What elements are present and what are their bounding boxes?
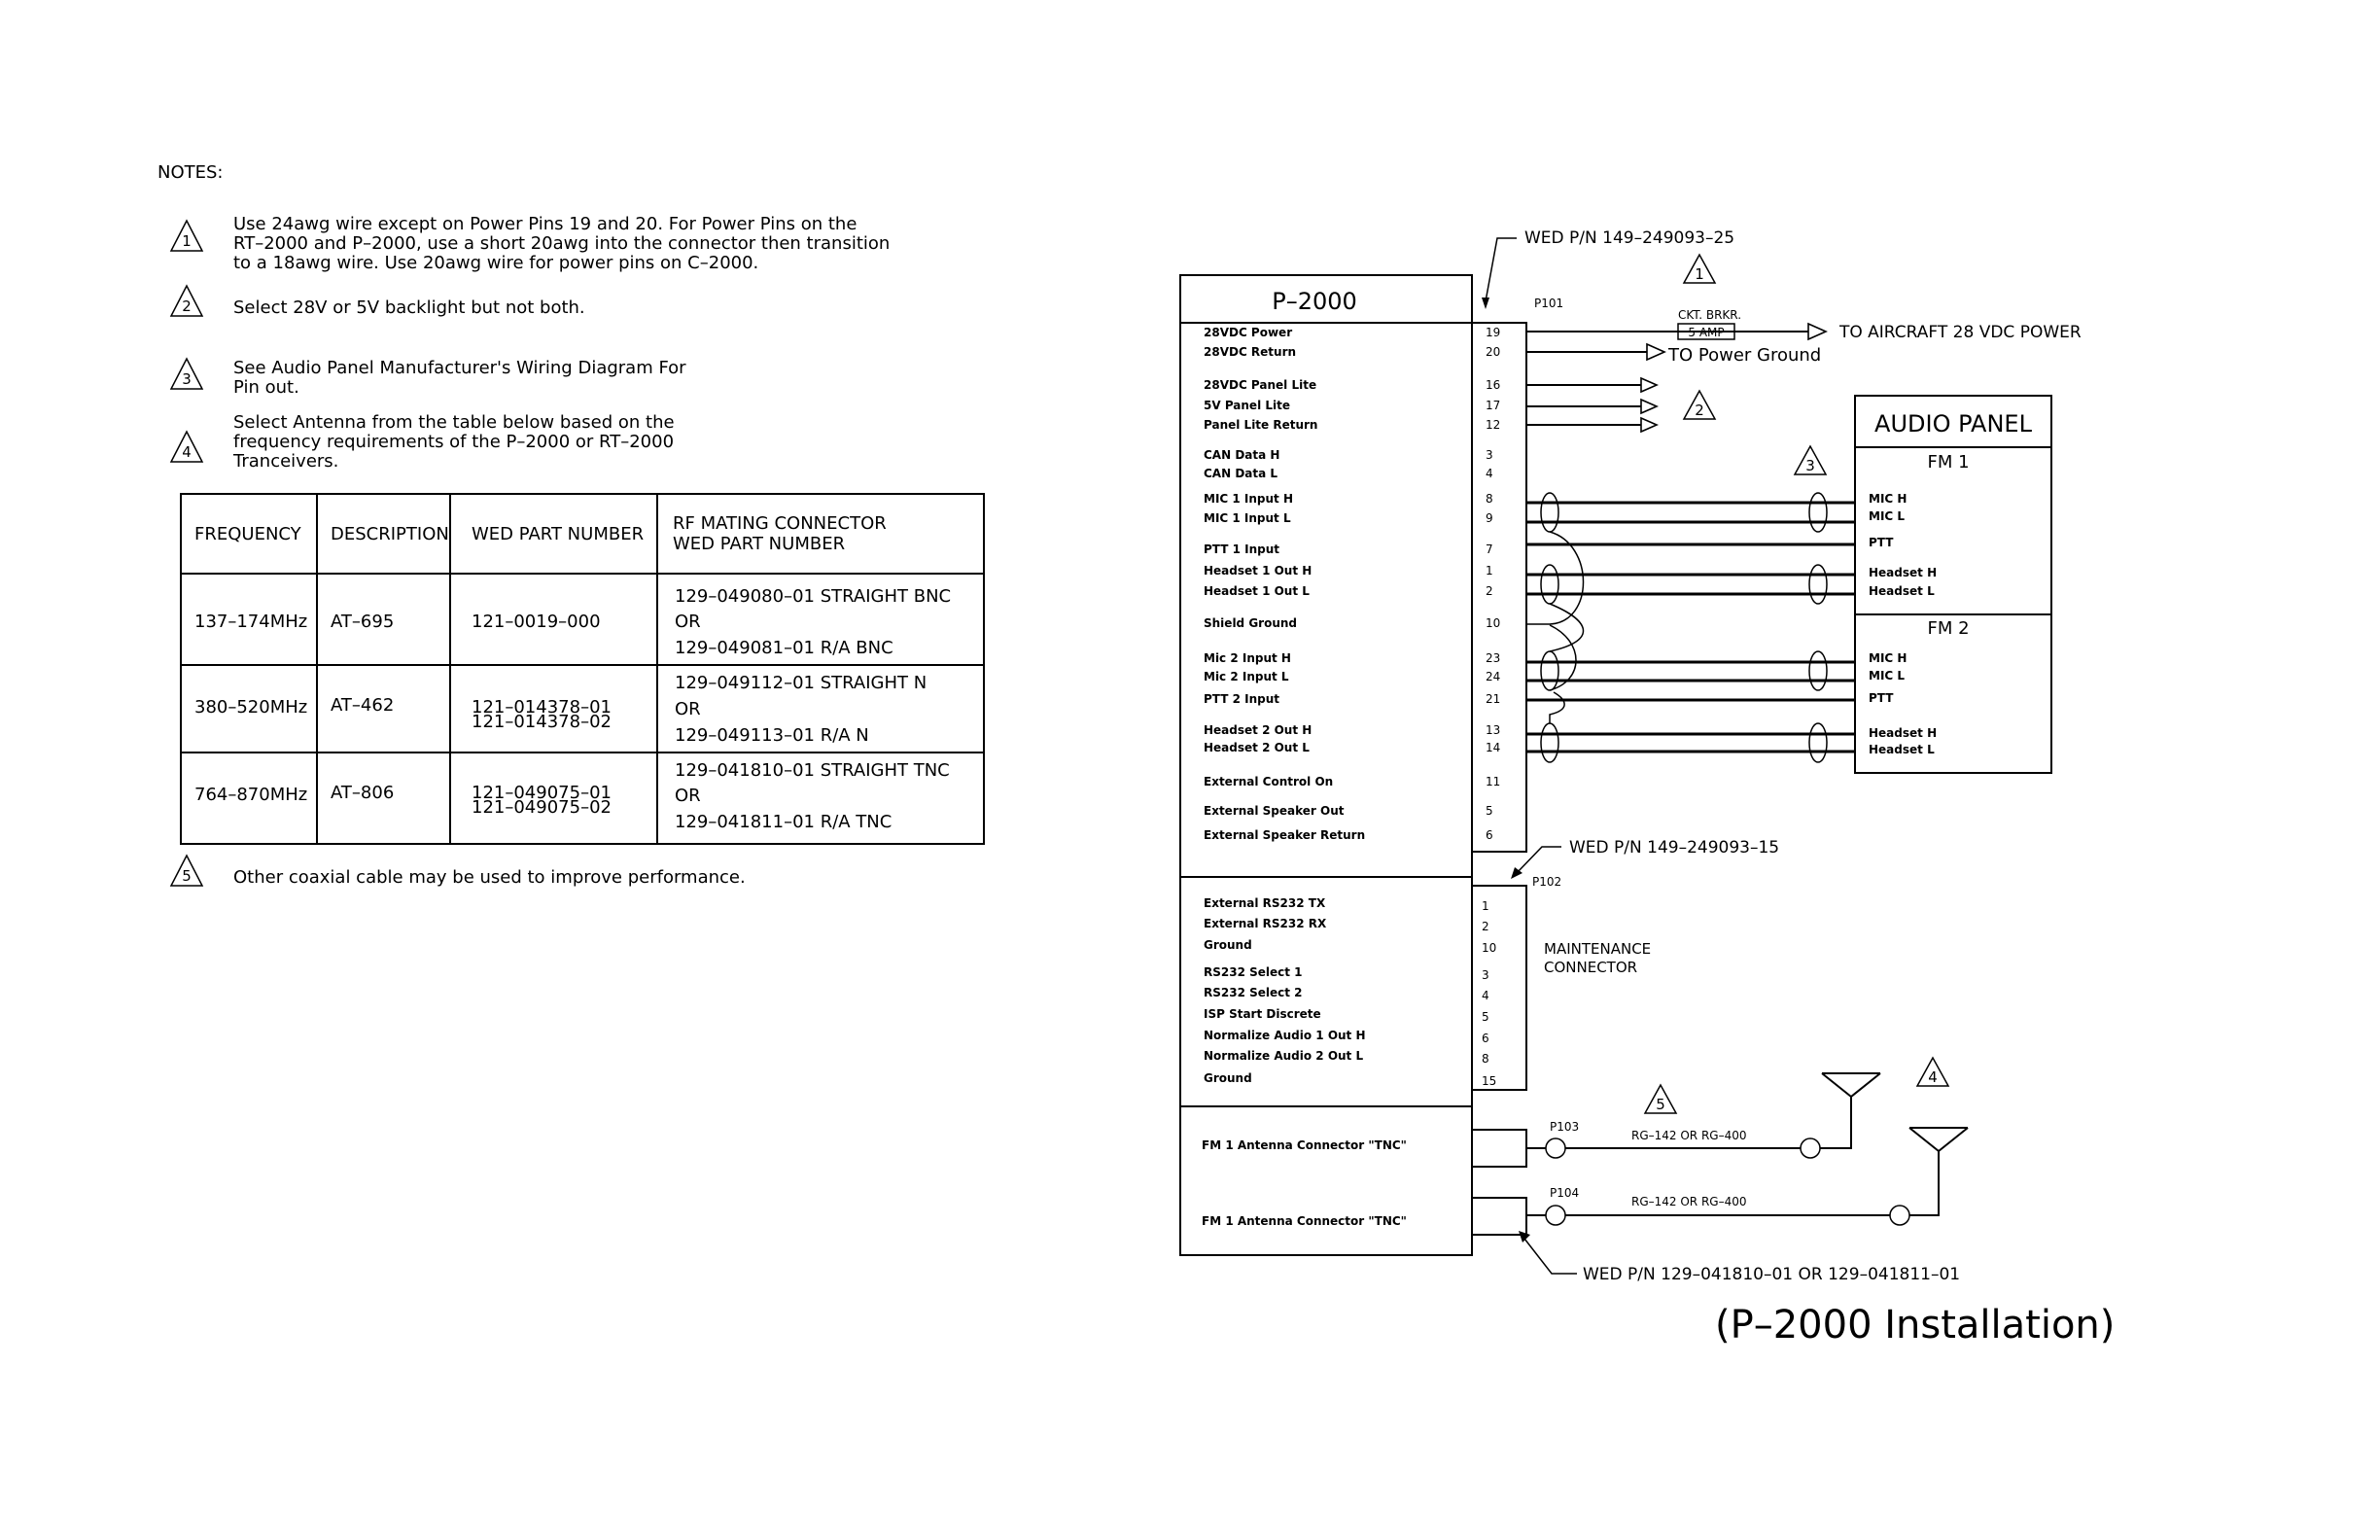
note-ref-4: 4 — [1928, 1068, 1938, 1086]
table-row — [194, 673, 927, 746]
p102-pin-number: 10 — [1482, 941, 1497, 955]
row-1-part: 121–0019–000 — [472, 612, 601, 632]
ground-arrow-icon — [1647, 344, 1664, 360]
notes-heading: NOTES: — [158, 162, 224, 183]
p101-label: P101 — [1534, 297, 1564, 310]
p101-pin-number: 4 — [1486, 467, 1493, 480]
p101-pin-number: 12 — [1486, 418, 1501, 432]
p102-pin-number: 4 — [1482, 989, 1489, 1002]
row-1-rf-or: OR — [675, 612, 701, 632]
p101-pin-label: Headset 1 Out L — [1204, 584, 1310, 598]
shield-ring — [1809, 651, 1827, 690]
note-4-line-1: Select Antenna from the table below based on the — [233, 412, 675, 433]
p104-plug — [1546, 1206, 1565, 1225]
note-3-line-1: See Audio Panel Manufacturer's Wiring Diagram For — [233, 358, 686, 378]
note-1-line-1: Use 24awg wire except on Power Pins 19 and 20. For Power Pins on the — [233, 214, 858, 234]
row-1-description: AT–695 — [331, 612, 395, 632]
p103-label: P103 — [1550, 1120, 1580, 1134]
row-2-description: AT–462 — [331, 695, 395, 716]
mating-leader — [1524, 1239, 1577, 1274]
p101-pin-label: Headset 2 Out H — [1204, 723, 1312, 737]
shield-ring — [1541, 493, 1558, 532]
shield-ring — [1541, 651, 1558, 690]
row-1-rf-2: 129–049081–01 R/A BNC — [675, 638, 893, 658]
shield-ring — [1809, 493, 1827, 532]
audio-fm2-pin: Headset L — [1869, 743, 1935, 756]
shield-ring — [1809, 565, 1827, 604]
header-frequency: FREQUENCY — [194, 524, 301, 544]
tnc-connector-1 — [1472, 1130, 1526, 1167]
audio-fm1-pin: Headset L — [1869, 584, 1935, 598]
audio-panel-fm1: FM 1 — [1927, 452, 1970, 472]
p102-pin-number: 15 — [1482, 1074, 1497, 1088]
audio-wiring — [1526, 446, 1855, 762]
note-4-line-2: frequency requirements of the P–2000 or RT–2000 — [233, 432, 675, 452]
p101-pin-number: 9 — [1486, 511, 1493, 525]
header-description: DESCRIPTION — [331, 524, 449, 544]
p101-pin-number: 24 — [1486, 670, 1501, 683]
tnc-connector-2 — [1472, 1198, 1526, 1235]
p101-pin-label: PTT 2 Input — [1204, 692, 1280, 706]
p102-pin-label: External RS232 RX — [1204, 917, 1327, 930]
row-2-rf-or: OR — [675, 699, 701, 719]
p101-pin-number: 20 — [1486, 345, 1501, 359]
p101-pin-label: Shield Ground — [1204, 616, 1298, 630]
note-2-number: 2 — [182, 298, 192, 315]
row-2-rf-2: 129–049113–01 R/A N — [675, 725, 869, 746]
p101-pin-label: PTT 1 Input — [1204, 542, 1280, 556]
audio-panel-fm2: FM 2 — [1927, 618, 1970, 639]
note-ref-5: 5 — [1656, 1096, 1665, 1113]
note-5-text: Other coaxial cable may be used to improve performance. — [233, 867, 746, 888]
p101-pin-list — [1204, 326, 1500, 842]
p102-box — [1472, 886, 1526, 1090]
row-3-description: AT–806 — [331, 783, 395, 803]
note-3 — [171, 358, 686, 398]
note-ref-3: 3 — [1805, 457, 1815, 474]
note-4 — [171, 412, 675, 472]
p102-pin-number: 8 — [1482, 1052, 1489, 1066]
row-3-rf-2: 129–041811–01 R/A TNC — [675, 812, 892, 832]
p102-pin-label: Normalize Audio 2 Out L — [1204, 1049, 1364, 1063]
header-rf-connector: RF MATING CONNECTOR — [673, 513, 887, 534]
note-4-number: 4 — [182, 443, 192, 461]
audio-fm1-pin: PTT — [1869, 536, 1894, 549]
note-1 — [171, 214, 890, 273]
p101-harness-label: WED P/N 149–249093–25 — [1524, 228, 1735, 248]
antenna-connector-1-label: FM 1 Antenna Connector "TNC" — [1202, 1138, 1407, 1152]
p101-pin-number: 17 — [1486, 399, 1501, 412]
p101-pin-label: Headset 2 Out L — [1204, 741, 1310, 754]
note-5-number: 5 — [182, 867, 192, 885]
coax-1-plug — [1801, 1138, 1820, 1158]
cable-2-label: RG–142 OR RG–400 — [1631, 1195, 1747, 1208]
note-1-number: 1 — [182, 232, 192, 250]
p101-pin-label: External Speaker Out — [1204, 804, 1345, 818]
p102-label: P102 — [1532, 875, 1562, 889]
p101-pin-number: 1 — [1486, 564, 1493, 578]
p101-pin-label: CAN Data H — [1204, 448, 1280, 462]
note-ref-2: 2 — [1695, 402, 1704, 419]
row-3-frequency: 764–870MHz — [194, 785, 308, 805]
shield-ring — [1809, 723, 1827, 762]
p104-label: P104 — [1550, 1186, 1580, 1200]
p101-pin-number: 7 — [1486, 542, 1493, 556]
note-ref-1: 1 — [1695, 265, 1704, 283]
row-2-rf-1: 129–049112–01 STRAIGHT N — [675, 673, 928, 693]
p102-harness-label: WED P/N 149–249093–15 — [1569, 838, 1780, 858]
row-1-rf-1: 129–049080–01 STRAIGHT BNC — [675, 586, 952, 607]
row-3-part-2: 121–049075–02 — [472, 797, 612, 818]
audio-fm2-pin: PTT — [1869, 691, 1894, 705]
p101-pin-label: MIC 1 Input H — [1204, 492, 1294, 506]
p102-pin-number: 3 — [1482, 968, 1489, 982]
row-3-part-1: 121–049075–01 — [472, 783, 612, 803]
p101-pin-number: 16 — [1486, 378, 1501, 392]
power-arrow-icon — [1808, 324, 1826, 339]
note-4-line-3: Tranceivers. — [233, 451, 339, 472]
row-2-part-2: 121–014378–02 — [472, 712, 612, 732]
p101-pin-number: 6 — [1486, 828, 1493, 842]
diagram-caption: (P–2000 Installation) — [1715, 1303, 2116, 1348]
note-1-line-2: RT–2000 and P–2000, use a short 20awg into the connector then transition — [233, 233, 891, 254]
p102-connector — [1204, 838, 1779, 1090]
p102-pin-list — [1204, 896, 1496, 1088]
table-row — [194, 586, 951, 658]
note-1-line-3: to a 18awg wire. Use 20awg wire for power pins on C–2000. — [233, 253, 759, 273]
row-2-part-1: 121–014378–01 — [472, 697, 612, 718]
p102-pin-number: 1 — [1482, 899, 1489, 913]
row-1-frequency: 137–174MHz — [194, 612, 308, 632]
mating-part-label: WED P/N 129–041810–01 OR 129–041811–01 — [1583, 1265, 1961, 1284]
p101-pin-label: CAN Data L — [1204, 467, 1278, 480]
audio-fm2-pin: MIC H — [1869, 651, 1908, 665]
audio-fm1-pin: MIC L — [1869, 509, 1906, 523]
breaker-label: CKT. BRKR. — [1678, 308, 1742, 322]
audio-fm2-pin: Headset H — [1869, 726, 1938, 740]
p101-pin-label: External Control On — [1204, 775, 1334, 788]
antenna-connector-2-label: FM 1 Antenna Connector "TNC" — [1202, 1214, 1407, 1228]
coax-2-plug — [1890, 1206, 1909, 1225]
p101-pin-number: 23 — [1486, 651, 1501, 665]
antenna-table — [181, 494, 984, 844]
audio-fm1-pin-list — [1869, 492, 1937, 598]
p102-pin-label: ISP Start Discrete — [1204, 1007, 1321, 1021]
p101-pin-label: Panel Lite Return — [1204, 418, 1318, 432]
shield-ring — [1541, 723, 1558, 762]
p101-pin-number: 10 — [1486, 616, 1501, 630]
p101-pin-label: 28VDC Panel Lite — [1204, 378, 1317, 392]
cable-1-label: RG–142 OR RG–400 — [1631, 1129, 1747, 1142]
power-wiring — [1526, 255, 2082, 432]
note-3-number: 3 — [182, 370, 192, 388]
p101-pin-label: External Speaker Return — [1204, 828, 1366, 842]
to-power-ground: TO Power Ground — [1668, 345, 1822, 366]
p101-pin-label: 28VDC Return — [1204, 345, 1297, 359]
antenna-section — [1202, 1058, 1968, 1284]
p102-pin-number: 2 — [1482, 920, 1489, 933]
header-rf-part: WED PART NUMBER — [673, 534, 846, 554]
row-2-frequency: 380–520MHz — [194, 697, 308, 718]
p101-pin-label: Headset 1 Out H — [1204, 564, 1312, 578]
p101-pin-number: 8 — [1486, 492, 1493, 506]
shield-ring — [1541, 565, 1558, 604]
audio-panel-title: AUDIO PANEL — [1874, 410, 2032, 438]
note-2-line-1: Select 28V or 5V backlight but not both. — [233, 298, 585, 318]
audio-fm1-pin: Headset H — [1869, 566, 1938, 579]
p101-pin-number: 13 — [1486, 723, 1501, 737]
p102-pin-label: RS232 Select 1 — [1204, 965, 1303, 979]
p101-pin-number: 21 — [1486, 692, 1501, 706]
maintenance-label-1: MAINTENANCE — [1544, 940, 1652, 958]
p101-pin-label: Mic 2 Input L — [1204, 670, 1289, 683]
to-aircraft-power: TO AIRCRAFT 28 VDC POWER — [1839, 323, 2082, 342]
row-3-rf-1: 129–041810–01 STRAIGHT TNC — [675, 760, 950, 781]
header-part-number: WED PART NUMBER — [472, 524, 645, 544]
p101-pin-number: 11 — [1486, 775, 1501, 788]
note-2 — [171, 286, 585, 318]
audio-fm2-pin-list — [1869, 651, 1937, 756]
p102-pin-label: Normalize Audio 1 Out H — [1204, 1029, 1366, 1042]
p103-plug — [1546, 1138, 1565, 1158]
p102-pin-label: External RS232 TX — [1204, 896, 1326, 910]
p101-pin-label: 28VDC Power — [1204, 326, 1293, 339]
p101-pin-label: MIC 1 Input L — [1204, 511, 1291, 525]
p101-pin-number: 14 — [1486, 741, 1501, 754]
note-3-line-2: Pin out. — [233, 377, 299, 398]
p102-pin-label: RS232 Select 2 — [1204, 986, 1303, 999]
maintenance-label-2: CONNECTOR — [1544, 959, 1638, 976]
audio-panel — [1855, 396, 2051, 773]
p101-pin-label: 5V Panel Lite — [1204, 399, 1290, 412]
p2000-title: P–2000 — [1272, 288, 1357, 315]
audio-fm1-pin: MIC H — [1869, 492, 1908, 506]
note-5 — [171, 856, 746, 888]
p101-pin-label: Mic 2 Input H — [1204, 651, 1291, 665]
table-row — [194, 760, 950, 832]
row-3-rf-or: OR — [675, 786, 701, 806]
p102-pin-number: 6 — [1482, 1032, 1489, 1045]
p102-pin-label: Ground — [1204, 1071, 1252, 1085]
p101-pin-number: 5 — [1486, 804, 1493, 818]
p102-pin-label: Ground — [1204, 938, 1252, 952]
audio-fm2-pin: MIC L — [1869, 669, 1906, 682]
p101-pin-number: 19 — [1486, 326, 1501, 339]
breaker-rating: 5 AMP — [1688, 326, 1725, 339]
p101-pin-number: 3 — [1486, 448, 1493, 462]
p101-pin-number: 2 — [1486, 584, 1493, 598]
p101-harness-leader — [1486, 238, 1517, 301]
p102-pin-number: 5 — [1482, 1010, 1489, 1024]
